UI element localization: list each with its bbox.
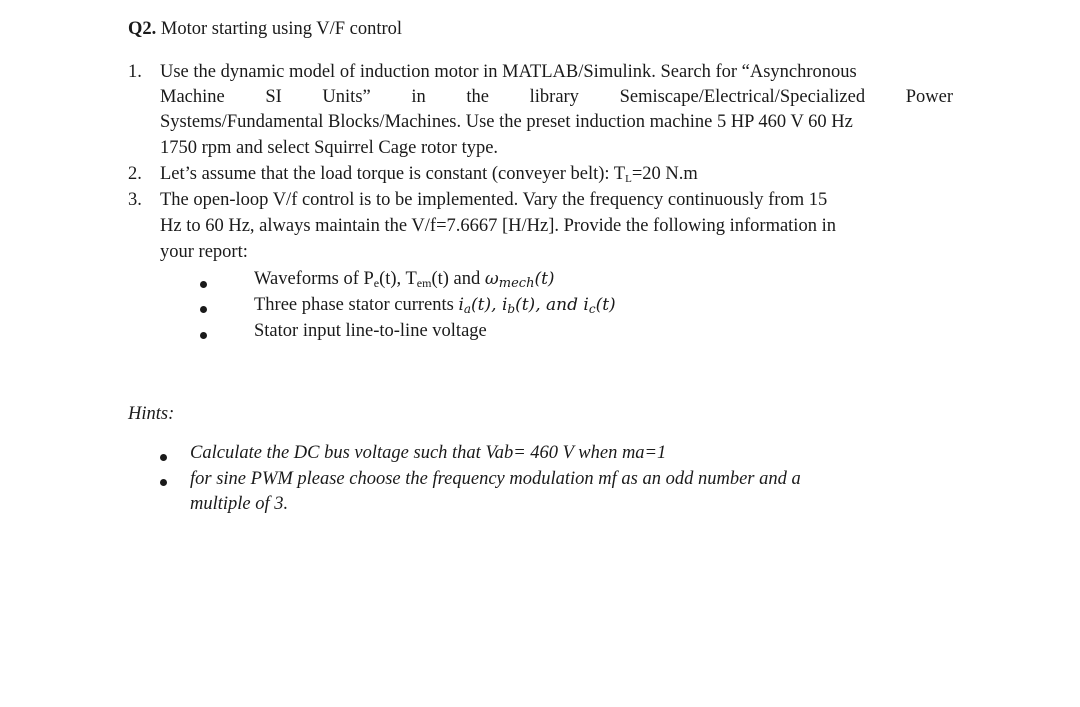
bullet-dot xyxy=(200,306,207,313)
item-2-text-prefix: Let’s assume that the load torque is constant (conveyer belt): T xyxy=(160,164,626,184)
item-1-line-3: Systems/Fundamental Blocks/Machines. Use the preset induction machine 5 HP 460 V 60 Hz xyxy=(160,112,853,132)
bullet-dot xyxy=(160,479,167,486)
report-bullet-waveforms xyxy=(254,266,555,292)
hints-heading: Hints: xyxy=(128,404,175,424)
hint-1: Calculate the DC bus voltage such that Vab= 460 V when ma=1 xyxy=(190,443,667,463)
bullet-dot xyxy=(160,454,167,461)
waveforms-sub-e: e xyxy=(373,276,380,290)
waveforms-sub-em: em xyxy=(416,276,432,290)
omega-sub-mech: mech xyxy=(498,276,535,291)
omega-tail: (t) xyxy=(534,269,555,289)
bullet-dot xyxy=(200,281,207,288)
waveforms-text-1: Waveforms of P xyxy=(254,269,374,289)
item-3-number: 3. xyxy=(128,190,142,210)
hint-2-line-2: multiple of 3. xyxy=(190,494,289,514)
currents-math: $i_a(t)$, $i_b(t)$, and $i_c(t)$ xyxy=(458,295,616,316)
item-1-line-4: 1750 rpm and select Squirrel Cage rotor type. xyxy=(160,138,499,158)
currents-text: Three phase stator currents xyxy=(254,295,459,315)
hint-2-line-1: for sine PWM please choose the frequency modulation mf as an odd number and a xyxy=(190,469,801,489)
report-bullet-voltage: Stator input line-to-line voltage xyxy=(254,321,487,341)
item-2-subscript: L xyxy=(625,173,632,185)
waveforms-text-3: (t) and xyxy=(431,269,485,289)
question-title: Motor starting using V/F control xyxy=(160,19,403,39)
waveforms-text-2: (t), T xyxy=(379,269,417,289)
item-3-line-2: Hz to 60 Hz, always maintain the V/f=7.6667 [H/Hz]. Provide the following information in xyxy=(160,216,836,236)
question-heading xyxy=(128,16,402,42)
report-bullet-currents xyxy=(254,292,616,318)
item-2-text xyxy=(160,161,698,187)
item-1-number: 1. xyxy=(128,62,142,82)
item-2-text-suffix: =20 N.m xyxy=(631,164,698,184)
item-1-line-1: Use the dynamic model of induction motor in MATLAB/Simulink. Search for “Asynchronous xyxy=(160,62,857,82)
item-3-line-1: The open-loop V/f control is to be implemented. Vary the frequency continuously from 15 xyxy=(160,190,828,210)
bullet-dot xyxy=(200,332,207,339)
item-2-number: 2. xyxy=(128,164,142,184)
question-number: Q2. xyxy=(128,19,157,39)
item-3-line-3: your report: xyxy=(160,242,248,262)
omega-symbol: ω xyxy=(484,269,499,289)
item-1-line-2: Machine SI Units” in the library Semiscape/Electrical/Specialized Power xyxy=(160,87,953,107)
